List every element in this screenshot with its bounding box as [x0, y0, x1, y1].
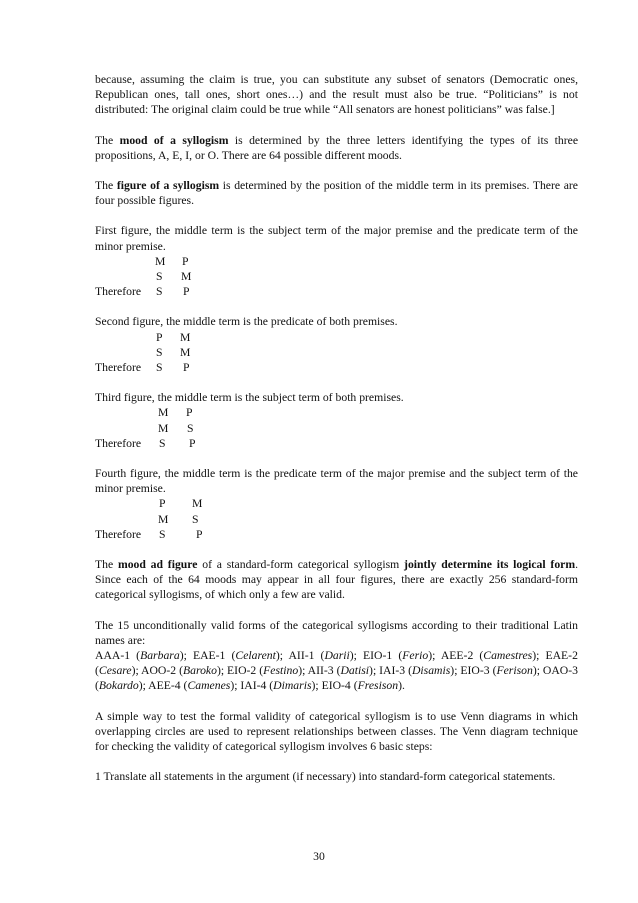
term: M [192, 497, 203, 511]
figure-3 [95, 390, 578, 451]
page-body [95, 72, 578, 799]
valid-form: EIO-1 (Ferio); [363, 648, 441, 662]
paragraph-senators: because, assuming the claim is true, you can substitute any subset of senators (Democratic ones, Republican ones, tall ones, short ones…) and the result must also be true. “Politicians” is not distributed: The original claim could be true while “All senators are honest politicians” was false.] [95, 73, 578, 117]
term: S [187, 421, 194, 435]
valid-form: OAO-3 (Bokardo); [95, 664, 578, 693]
figure-row-minor [95, 512, 578, 527]
valid-form-name: Baroko [182, 664, 217, 678]
term: S [159, 436, 166, 450]
valid-form-code: EAE-1 [192, 648, 226, 662]
figure-description: Fourth figure, the middle term is the predicate term of the major premise and the subject term of the minor premise. [95, 466, 578, 496]
term: S [192, 512, 199, 526]
term: M [158, 421, 169, 435]
term: M [180, 330, 191, 344]
term-mood: mood of a syllogism [119, 133, 229, 147]
valid-form: EIO-4 (Fresison). [321, 679, 405, 693]
valid-form-name: Camestres [483, 648, 533, 662]
paragraph-venn: A simple way to test the formal validity of categorical syllogism is to use Venn diagrams in which overlapping circles are used to represent relationships between classes. The Venn diagram technique for checking the validity of categorical syllogism involves 6 basic steps: [95, 709, 578, 753]
paragraph-step-1: 1 Translate all statements in the argument (if necessary) into standard-form categorical statements. [95, 770, 556, 784]
term: P [159, 497, 166, 511]
valid-form-name: Barbara [140, 648, 180, 662]
term: M [155, 254, 166, 268]
valid-form-name: Disamis [411, 664, 451, 678]
term: S [156, 360, 163, 374]
valid-form-name: Camenes [187, 679, 231, 693]
figure-row-major [95, 254, 578, 269]
paragraph-valid-forms [95, 618, 578, 694]
term: M [158, 512, 169, 526]
figure-row-conclusion [95, 284, 578, 299]
text: The [95, 133, 120, 147]
figure-4 [95, 466, 578, 542]
valid-form-name: Dimaris [273, 679, 312, 693]
valid-form: AEE-4 (Camenes); [148, 679, 241, 693]
valid-form-code: OAO-3 [542, 664, 578, 678]
figure-row-major [95, 405, 578, 420]
valid-form-code: EIO-1 [363, 648, 393, 662]
valid-form: AEE-2 (Camestres); [440, 648, 546, 662]
term: S [156, 270, 163, 284]
valid-form-code: AAA-1 [95, 648, 131, 662]
valid-form: EIO-3 (Ferison); [460, 664, 543, 678]
valid-forms-list [95, 649, 578, 692]
paragraph-figure [95, 178, 578, 208]
valid-form-name: Fresison [357, 679, 399, 693]
valid-form-code: IAI-4 [240, 679, 267, 693]
figure-row-major [95, 496, 578, 511]
valid-form-code: IAI-3 [379, 664, 406, 678]
text: is determined by the position of the middle term in its premises. There are four possible figures. [95, 179, 578, 208]
valid-form: AAA-1 (Barbara); [95, 648, 193, 662]
valid-form-name: Datisi [340, 664, 370, 678]
term: M [181, 270, 192, 284]
valid-form-code: EIO-3 [460, 664, 490, 678]
figure-row-minor [95, 345, 578, 360]
figure-description: First figure, the middle term is the subject term of the major premise and the predicate term of the minor premise. [95, 224, 578, 253]
paragraph-mood-and-figure [95, 557, 578, 603]
term: P [183, 285, 190, 299]
term: P [196, 527, 203, 541]
valid-form: EAE-2 (Cesare); [95, 648, 578, 678]
valid-form-name: Ferio [402, 648, 429, 662]
valid-form-code: EAE-2 [545, 648, 578, 662]
valid-form-name: Celarent [235, 648, 276, 662]
valid-form: IAI-3 (Disamis); [379, 664, 461, 678]
valid-form-code: AEE-2 [440, 648, 474, 662]
therefore: Therefore [95, 285, 142, 299]
valid-form-code: EIO-4 [321, 679, 351, 693]
valid-form-code: AOO-2 [141, 664, 177, 678]
figure-row-conclusion [95, 360, 578, 375]
figure-description: Third figure, the middle term is the subject term of both premises. [95, 391, 404, 405]
term: S [156, 345, 163, 359]
valid-form-code: AII-1 [288, 648, 315, 662]
figure-row-minor [95, 269, 578, 284]
text: . Since each of the 64 moods may appear in all four figures, there are exactly 256 standard-form categorical syllogisms, of which only a few are valid. [95, 557, 579, 602]
valid-form-name: Festino [263, 664, 299, 678]
term: P [156, 330, 163, 344]
valid-form: EAE-1 (Celarent); [192, 648, 289, 662]
figure-row-major [95, 330, 578, 345]
valid-form: IAI-4 (Dimaris); [240, 679, 322, 693]
figure-1 [95, 223, 578, 299]
page-number: 30 [313, 850, 325, 863]
figure-description: Second figure, the middle term is the predicate of both premises. [95, 315, 398, 329]
text: is determined by the three letters identifying the types of its three propositions, A, E, I, or O. There are 64 possible different moods. [95, 133, 579, 162]
valid-form: EIO-2 (Festino); [227, 664, 308, 678]
term: M [158, 406, 169, 420]
term-mood-figure: mood ad figure [117, 557, 198, 571]
term-figure: figure of a syllogism [116, 179, 220, 193]
valid-forms-intro: The 15 unconditionally valid forms of the categorical syllogisms according to their traditional Latin names are: [95, 618, 578, 647]
valid-form-code: AEE-4 [148, 679, 181, 693]
term: P [186, 406, 193, 420]
valid-form-name: Bokardo [98, 679, 139, 693]
figure-row-conclusion [95, 436, 578, 451]
valid-form: AII-3 (Datisi); [307, 664, 380, 678]
valid-form-name: Darii [324, 648, 350, 662]
term: P [189, 436, 196, 450]
term: S [156, 285, 163, 299]
term: P [182, 254, 189, 268]
therefore: Therefore [95, 436, 142, 450]
valid-form: AII-1 (Darii); [288, 648, 364, 662]
figure-row-conclusion [95, 527, 578, 542]
figure-row-minor [95, 421, 578, 436]
valid-form-code: EIO-2 [227, 664, 257, 678]
valid-form-code: AII-3 [307, 664, 334, 678]
text: The [95, 179, 117, 193]
term: S [159, 527, 166, 541]
term: P [183, 360, 190, 374]
figure-2 [95, 314, 578, 375]
term: M [180, 345, 191, 359]
therefore: Therefore [95, 360, 142, 374]
term-logical-form: jointly determine its logical form [404, 557, 576, 571]
valid-form-name: Cesare [98, 664, 132, 678]
therefore: Therefore [95, 527, 142, 541]
valid-form: AOO-2 (Baroko); [141, 664, 228, 678]
valid-form-name: Ferison [496, 664, 533, 678]
text: The [95, 557, 118, 571]
paragraph-mood [95, 133, 578, 163]
text: of a standard-form categorical syllogism [197, 557, 405, 571]
